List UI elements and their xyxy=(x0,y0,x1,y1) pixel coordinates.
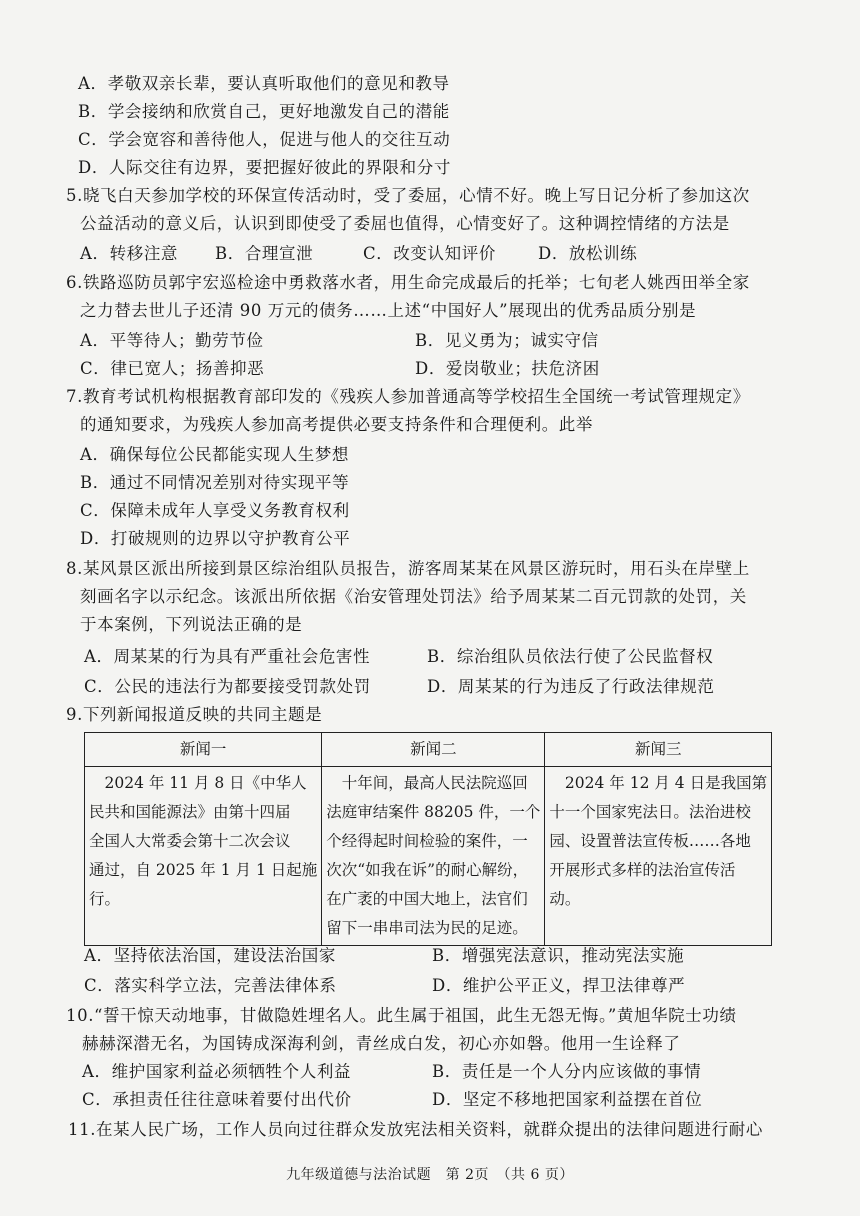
news-3-line: 动。 xyxy=(549,890,581,908)
q7-stem-line-2: 的通知要求，为残疾人参加高考提供必要支持条件和合理便利。此举 xyxy=(80,415,593,434)
q5-option-b: B．合理宣泄 xyxy=(215,244,314,263)
q6-option-c: C．律已宽人；扬善抑恶 xyxy=(80,359,265,378)
news-table-body-row xyxy=(85,767,772,946)
q8-stem-line-2: 刻画名字以示纪念。该派出所依据《治安管理处罚法》给予周某某二百元罚款的处罚，关 xyxy=(80,587,747,606)
q8-stem-line-3: 于本案例，下列说法正确的是 xyxy=(80,615,303,634)
news-3-line: 园、设置普法宣传板……各地 xyxy=(549,832,751,850)
q8-option-d: D．周某某的行为违反了行政法律规范 xyxy=(427,677,715,696)
q8-option-a: A．周某某的行为具有严重社会危害性 xyxy=(84,647,371,666)
q9-option-a: A．坚持依法治国，建设法治国家 xyxy=(84,946,336,965)
q8-stem-line-1: 8.某风景区派出所接到景区综治组队员报告，游客周某某在风景区游玩时，用石头在岸壁上 xyxy=(66,559,750,578)
q9-stem: 9.下列新闻报道反映的共同主题是 xyxy=(66,705,323,724)
news-2-content xyxy=(322,767,545,946)
q7-option-b: B．通过不同情况差别对待实现平等 xyxy=(80,473,350,492)
news-1-line: 通过，自 2025 年 1 月 1 日起施 xyxy=(89,861,318,879)
q10-option-c: C．承担责任往往意味着要付出代价 xyxy=(82,1090,352,1109)
q10-stem-line-1: 10.“誓干惊天动地事，甘做隐姓埋名人。此生属于祖国，此生无怨无悔。”黄旭华院士功绩 xyxy=(66,1006,737,1025)
news-2-line: 法庭审结案件 88205 件，一个 xyxy=(326,803,541,821)
q5-option-d: D．放松训练 xyxy=(538,244,638,263)
q5-option-a: A．转移注意 xyxy=(80,244,179,263)
news-header-1: 新闻一 xyxy=(85,733,322,767)
q5-option-c: C．改变认知评价 xyxy=(363,244,496,263)
news-3-line: 开展形式多样的法治宣传活 xyxy=(549,861,736,879)
news-2-line: 在广袤的中国大地上，法官们 xyxy=(326,890,528,908)
news-1-line: 全国人大常委会第十二次会议 xyxy=(89,832,291,850)
news-table-header-row xyxy=(85,733,772,767)
q10-stem-line-2: 赫赫深潜无名，为国铸成深海利剑，青丝成白发，初心亦如磐。他用一生诠释了 xyxy=(82,1034,681,1053)
q4-option-a: A．孝敬双亲长辈，要认真听取他们的意见和教导 xyxy=(78,74,450,93)
q9-option-b: B．增强宪法意识，推动宪法实施 xyxy=(432,946,685,965)
q6-option-b: B．见义勇为；诚实守信 xyxy=(415,331,599,350)
q4-option-b: B．学会接纳和欣赏自己，更好地激发自己的潜能 xyxy=(78,102,450,121)
q10-option-b: B．责任是一个人分内应该做的事情 xyxy=(432,1062,702,1081)
q6-option-a: A．平等待人；勤劳节俭 xyxy=(80,331,264,350)
news-1-line: 民共和国能源法》由第十四届 xyxy=(89,803,291,821)
q4-option-c: C．学会宽容和善待他人，促进与他人的交往互动 xyxy=(78,130,451,149)
q4-option-d: D．人际交往有边界，要把握好彼此的界限和分寸 xyxy=(78,158,451,177)
news-1-content xyxy=(85,767,322,946)
news-header-3: 新闻三 xyxy=(545,733,772,767)
q11-stem-line-1: 11.在某人民广场，工作人员向过往群众发放宪法相关资料，就群众提出的法律问题进行耐心 xyxy=(68,1120,763,1139)
q9-option-d: D．维护公平正义，捍卫法律尊严 xyxy=(432,976,686,995)
news-3-line: 十一个国家宪法日。法治进校 xyxy=(549,803,751,821)
news-2-line: 留下一串串司法为民的足迹。 xyxy=(326,919,528,937)
page-footer: 九年级道德与法治试题 第 2页 （共 6 页） xyxy=(286,1167,574,1183)
news-3-content xyxy=(545,767,772,946)
news-1-line: 2024 年 11 月 8 日《中华人 xyxy=(89,774,307,792)
news-table xyxy=(84,732,772,946)
q6-stem-line-1: 6.铁路巡防员郭宇宏巡检途中勇救落水者，用生命完成最后的托举；七旬老人姚西田举全家 xyxy=(66,273,750,292)
q7-option-a: A．确保每位公民都能实现人生梦想 xyxy=(80,445,350,464)
news-2-line: 次次“如我在诉”的耐心解纷， xyxy=(326,861,529,879)
q5-stem-line-2: 公益活动的意义后，认识到即使受了委屈也值得，心情变好了。这种调控情绪的方法是 xyxy=(80,214,730,233)
q8-option-b: B．综治组队员依法行使了公民监督权 xyxy=(427,647,714,666)
q7-stem-line-1: 7.教育考试机构根据教育部印发的《残疾人参加普通高等学校招生全国统一考试管理规定》 xyxy=(66,387,750,406)
q9-option-c: C．落实科学立法，完善法律体系 xyxy=(84,976,337,995)
q7-option-c: C．保障未成年人享受义务教育权利 xyxy=(80,501,350,520)
q6-option-d: D．爱岗敬业；扶危济困 xyxy=(415,359,600,378)
q10-option-a: A．维护国家利益必须牺牲个人利益 xyxy=(82,1062,352,1081)
news-2-line: 十年间，最高人民法院巡回 xyxy=(326,774,528,792)
q6-stem-line-2: 之力替去世儿子还清 90 万元的债务……上述“中国好人”展现出的优秀品质分别是 xyxy=(80,301,697,320)
news-1-line: 行。 xyxy=(89,890,121,908)
q10-option-d: D．坚定不移地把国家利益摆在首位 xyxy=(432,1090,703,1109)
q5-stem-line-1: 5.晓飞白天参加学校的环保宣传活动时，受了委屈，心情不好。晚上写日记分析了参加这次 xyxy=(66,186,750,205)
q7-option-d: D．打破规则的边界以守护教育公平 xyxy=(80,529,351,548)
news-2-line: 个经得起时间检验的案件，一 xyxy=(326,832,528,850)
news-header-2: 新闻二 xyxy=(322,733,545,767)
q8-option-c: C．公民的违法行为都要接受罚款处罚 xyxy=(84,677,371,696)
news-3-line: 2024 年 12 月 4 日是我国第 xyxy=(549,774,768,792)
